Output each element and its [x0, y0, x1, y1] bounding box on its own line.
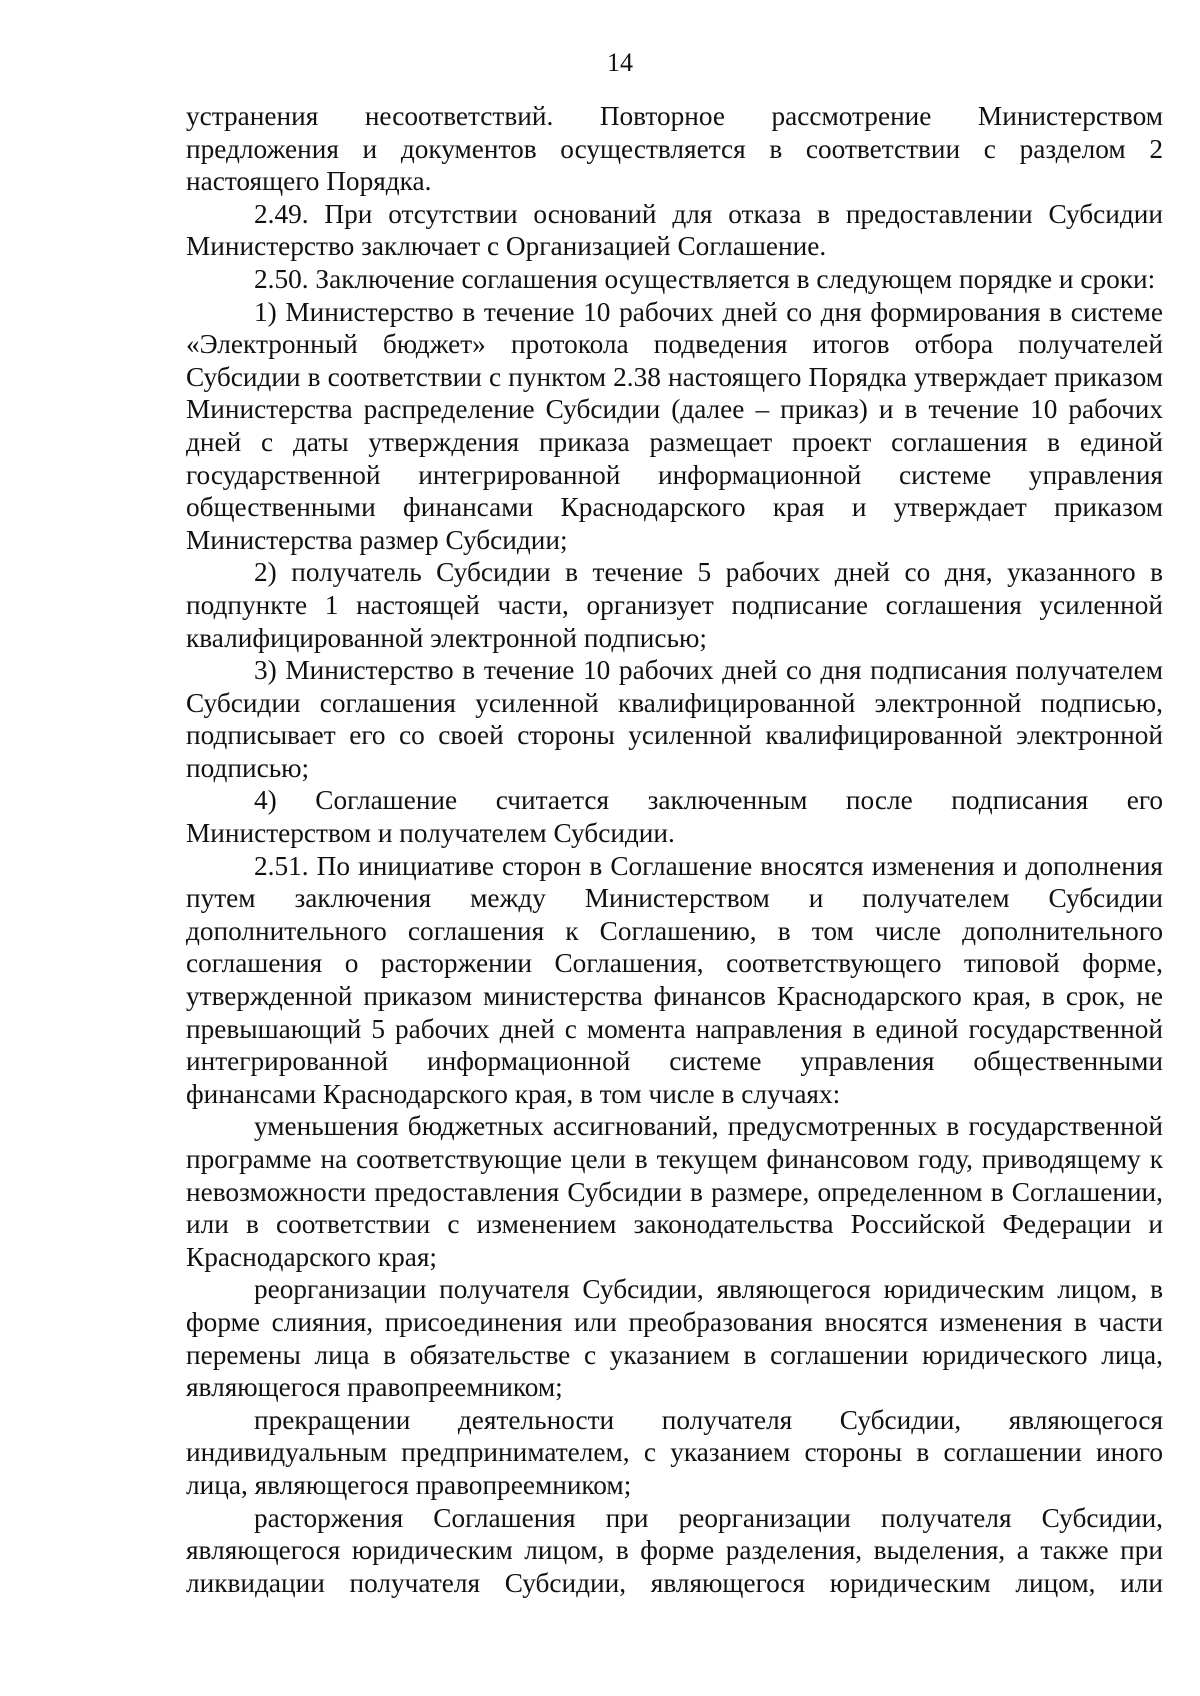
list-item-1: 1) Министерство в течение 10 рабочих дней со дня формирования в системе «Электронный бюджет» протокола подведения итогов отбора получателей Субсидии в соответствии с пунктом 2.38 настоящего Порядка утверждает приказом Министерства распределение Субсидии (далее – приказ) и в течение 10 рабочих дней с даты утверждения приказа размещает проект соглашения в единой государственной интегрированной информационной системе управления общественными финансами Краснодарского края и утверждает приказом Министерства размер Субсидии;	[186, 296, 1163, 555]
paragraph: устранения несоответствий. Повторное рассмотрение Министерством предложения и документов осуществляется в соответствии с разделом 2 настоящего Порядка.	[186, 101, 1163, 197]
paragraph-2-51: 2.51. По инициативе сторон в Соглашение вносятся изменения и дополнения путем заключения между Министерством и получателем Субсидии дополнительного соглашения к Соглашению, в том числе дополнительного соглашения о расторжении Соглашения, соответствующего типовой форме, утвержденной приказом министерства финансов Краснодарского края, в срок, не превышающий 5 рабочих дней с момента направления в единой государственной интегрированной информационной системе управления общественными финансами Краснодарского края, в том числе в случаях:	[186, 850, 1163, 1109]
document-body	[186, 100, 1163, 1599]
paragraph-2-50: 2.50. Заключение соглашения осуществляется в следующем порядке и сроки:	[254, 263, 1156, 294]
case-contract-dissolution: расторжения Соглашения при реорганизации получателя Субсидии, являющегося юридическим лицом, в форме разделения, выделения, а также при ликвидации получателя Субсидии, являющегося юридическим лицом, или	[186, 1502, 1163, 1598]
case-termination: прекращении деятельности получателя Субсидии, являющегося индивидуальным предпринимателем, с указанием стороны в соглашении иного лица, являющегося правопреемником;	[186, 1404, 1163, 1500]
list-item-2: 2) получатель Субсидии в течение 5 рабочих дней со дня, указанного в подпункте 1 настоящей части, организует подписание соглашения усиленной квалифицированной электронной подписью;	[186, 557, 1163, 653]
case-budget-reduction: уменьшения бюджетных ассигнований, предусмотренных в государственной программе на соответствующие цели в текущем финансовом году, приводящему к невозможности предоставления Субсидии в размере, определенном в Соглашении, или в соответствии с изменением законодательства Российской Федерации и Краснодарского края;	[186, 1111, 1163, 1272]
paragraph-2-49: 2.49. При отсутствии оснований для отказа в предоставлении Субсидии Министерство заключает с Организацией Соглашение.	[186, 198, 1163, 262]
page-number: 14	[607, 48, 633, 77]
list-item-3: 3) Министерство в течение 10 рабочих дней со дня подписания получателем Субсидии соглашения усиленной квалифицированной электронной подписью, подписывает его со своей стороны усиленной квалифицированной электронной подписью;	[186, 655, 1163, 783]
case-reorganization: реорганизации получателя Субсидии, являющегося юридическим лицом, в форме слияния, присоединения или преобразования вносятся изменения в части перемены лица в обязательстве с указанием в соглашении юридического лица, являющегося правопреемником;	[186, 1274, 1163, 1403]
list-item-4: 4) Соглашение считается заключенным после подписания его Министерством и получателем Субсидии.	[186, 785, 1163, 849]
